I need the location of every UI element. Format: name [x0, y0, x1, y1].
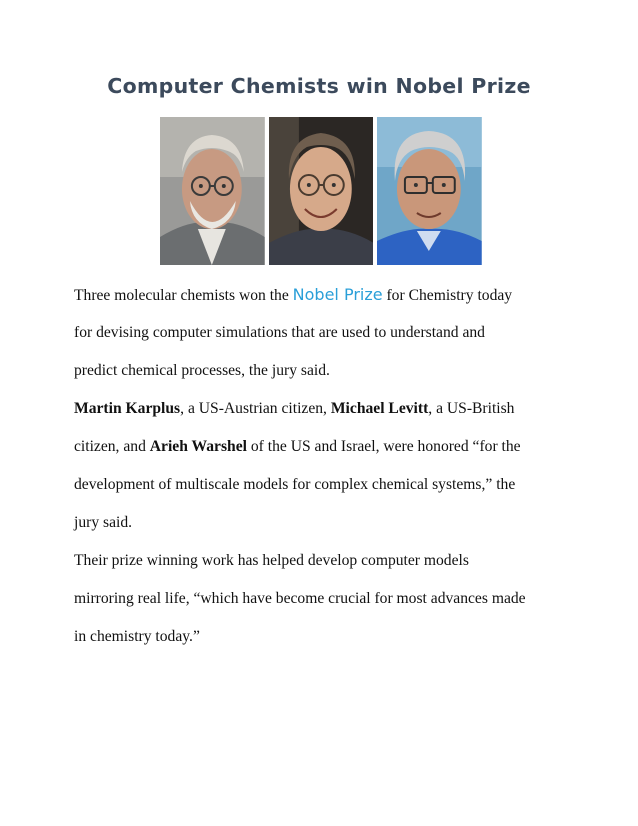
portrait-michael-levitt	[269, 117, 374, 265]
text-span: citizen, and	[74, 438, 150, 455]
paragraph-3-line-1: Their prize winning work has helped develop computer models	[74, 552, 469, 569]
portrait-martin-karplus	[160, 117, 265, 265]
text-span: , a US-Austrian citizen,	[180, 400, 331, 417]
article-body	[74, 276, 574, 656]
paragraph-2-line-2	[74, 428, 574, 466]
laureate-name: Michael Levitt	[330, 400, 429, 417]
person-photo-2	[269, 117, 374, 265]
paragraph-1-line-1	[74, 276, 574, 314]
text-span: of the US and Israel, were honored “for the	[246, 438, 521, 455]
laureate-name: Martin Karplus	[74, 400, 181, 417]
portrait-strip	[160, 117, 482, 265]
paragraph-2-line-4: jury said.	[74, 514, 133, 531]
paragraph-2-line-1	[74, 390, 574, 428]
text-span: , a US-British	[428, 400, 515, 417]
portrait-arieh-warshel	[377, 117, 482, 265]
paragraph-1-line-2: for devising computer simulations that are used to understand and	[74, 324, 485, 341]
paragraph-3-line-2: mirroring real life, “which have become crucial for most advances made	[74, 590, 526, 607]
text-span: Three molecular chemists won the	[74, 287, 293, 304]
nobel-prize-link[interactable]: Nobel Prize	[292, 285, 383, 304]
page-title: Computer Chemists win Nobel Prize	[107, 74, 531, 98]
person-photo-3	[377, 117, 482, 265]
text-span: for Chemistry today	[382, 287, 513, 304]
paragraph-2-line-3: development of multiscale models for complex chemical systems,” the	[74, 476, 516, 493]
paragraph-1-line-3: predict chemical processes, the jury said.	[74, 362, 330, 379]
person-photo-1	[160, 117, 265, 265]
laureate-name: Arieh Warshel	[149, 438, 247, 455]
paragraph-3-line-3: in chemistry today.”	[74, 628, 200, 645]
